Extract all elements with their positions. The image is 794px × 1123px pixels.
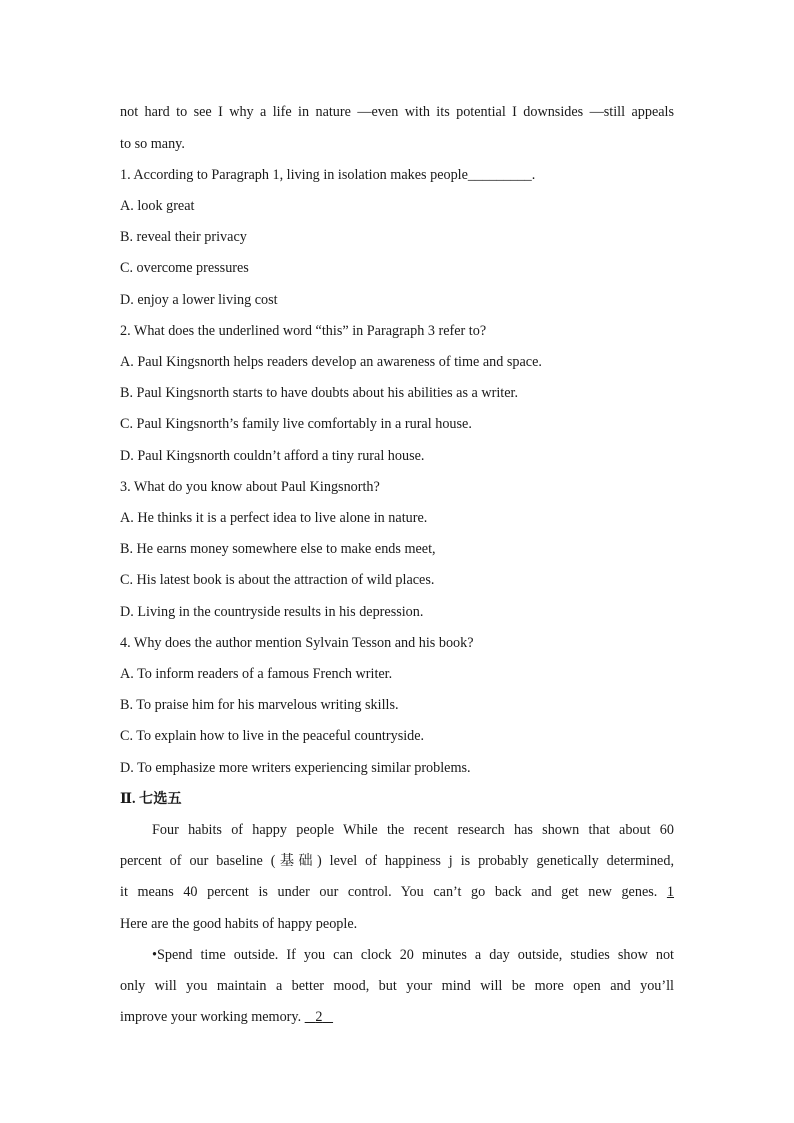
question-2-stem: 2. What does the underlined word “this” in Paragraph 3 refer to? [120,323,487,339]
question-2-option-a: A. Paul Kingsnorth helps readers develop an awareness of time and space. [120,354,542,370]
question-3-option-c: C. His latest book is about the attraction of wild places. [120,572,435,588]
question-3-stem: 3. What do you know about Paul Kingsnorth? [120,479,380,495]
question-1-option-a: A. look great [120,198,195,214]
question-4-option-b: B. To praise him for his marvelous writing skills. [120,697,399,713]
question-4-option-c: C. To explain how to live in the peaceful countryside. [120,728,425,744]
question-3-option-d: D. Living in the countryside results in his depression. [120,604,424,620]
passage-continuation-line: to so many. [120,136,185,152]
question-2-option-b: B. Paul Kingsnorth starts to have doubts about his abilities as a writer. [120,385,518,401]
section-heading: Ⅱ. 七选五 [120,791,182,807]
answer-blank: _________ [467,167,532,183]
question-4-option-a: A. To inform readers of a famous French writer. [120,666,393,682]
question-1-option-d: D. enjoy a lower living cost [120,292,278,308]
question-2-option-c: C. Paul Kingsnorth’s family live comfortably in a rural house. [120,416,472,432]
paragraph-line: Here are the good habits of happy people. [120,916,358,932]
question-4-stem: 4. Why does the author mention Sylvain Tesson and his book? [120,635,474,651]
answer-blank-2: 2 [315,1009,323,1025]
paragraph-line: improve your working memory. 2 [120,1007,333,1027]
paragraph-line: •Spend time outside. If you can clock 20 minutes a day outside, studies show not [152,947,674,963]
question-3-option-b: B. He earns money somewhere else to make ends meet, [120,541,436,557]
paragraph-line: it means 40 percent is under our control. You can’t go back and get new genes. 1 [120,884,675,900]
question-4-option-d: D. To emphasize more writers experiencing similar problems. [120,760,471,776]
passage-continuation-line: not hard to see I why a life in nature —even with its potential I downsides —still appeals [120,104,674,120]
question-1-option-b: B. reveal their privacy [120,229,247,245]
question-1-option-c: C. overcome pressures [120,260,249,276]
paragraph-line: only will you maintain a better mood, but your mind will be more open and you’ll [120,978,674,994]
paragraph-line: percent of our baseline (基础) level of happiness j is probably genetically determined, [120,853,674,869]
question-3-option-a: A. He thinks it is a perfect idea to live alone in nature. [120,510,428,526]
question-2-option-d: D. Paul Kingsnorth couldn’t afford a tiny rural house. [120,448,425,464]
question-1-stem: 1. According to Paragraph 1, living in isolation makes people_________. [120,167,536,183]
paragraph-line: Four habits of happy people While the recent research has shown that about 60 [152,822,674,838]
answer-blank-1: 1 [666,884,675,900]
